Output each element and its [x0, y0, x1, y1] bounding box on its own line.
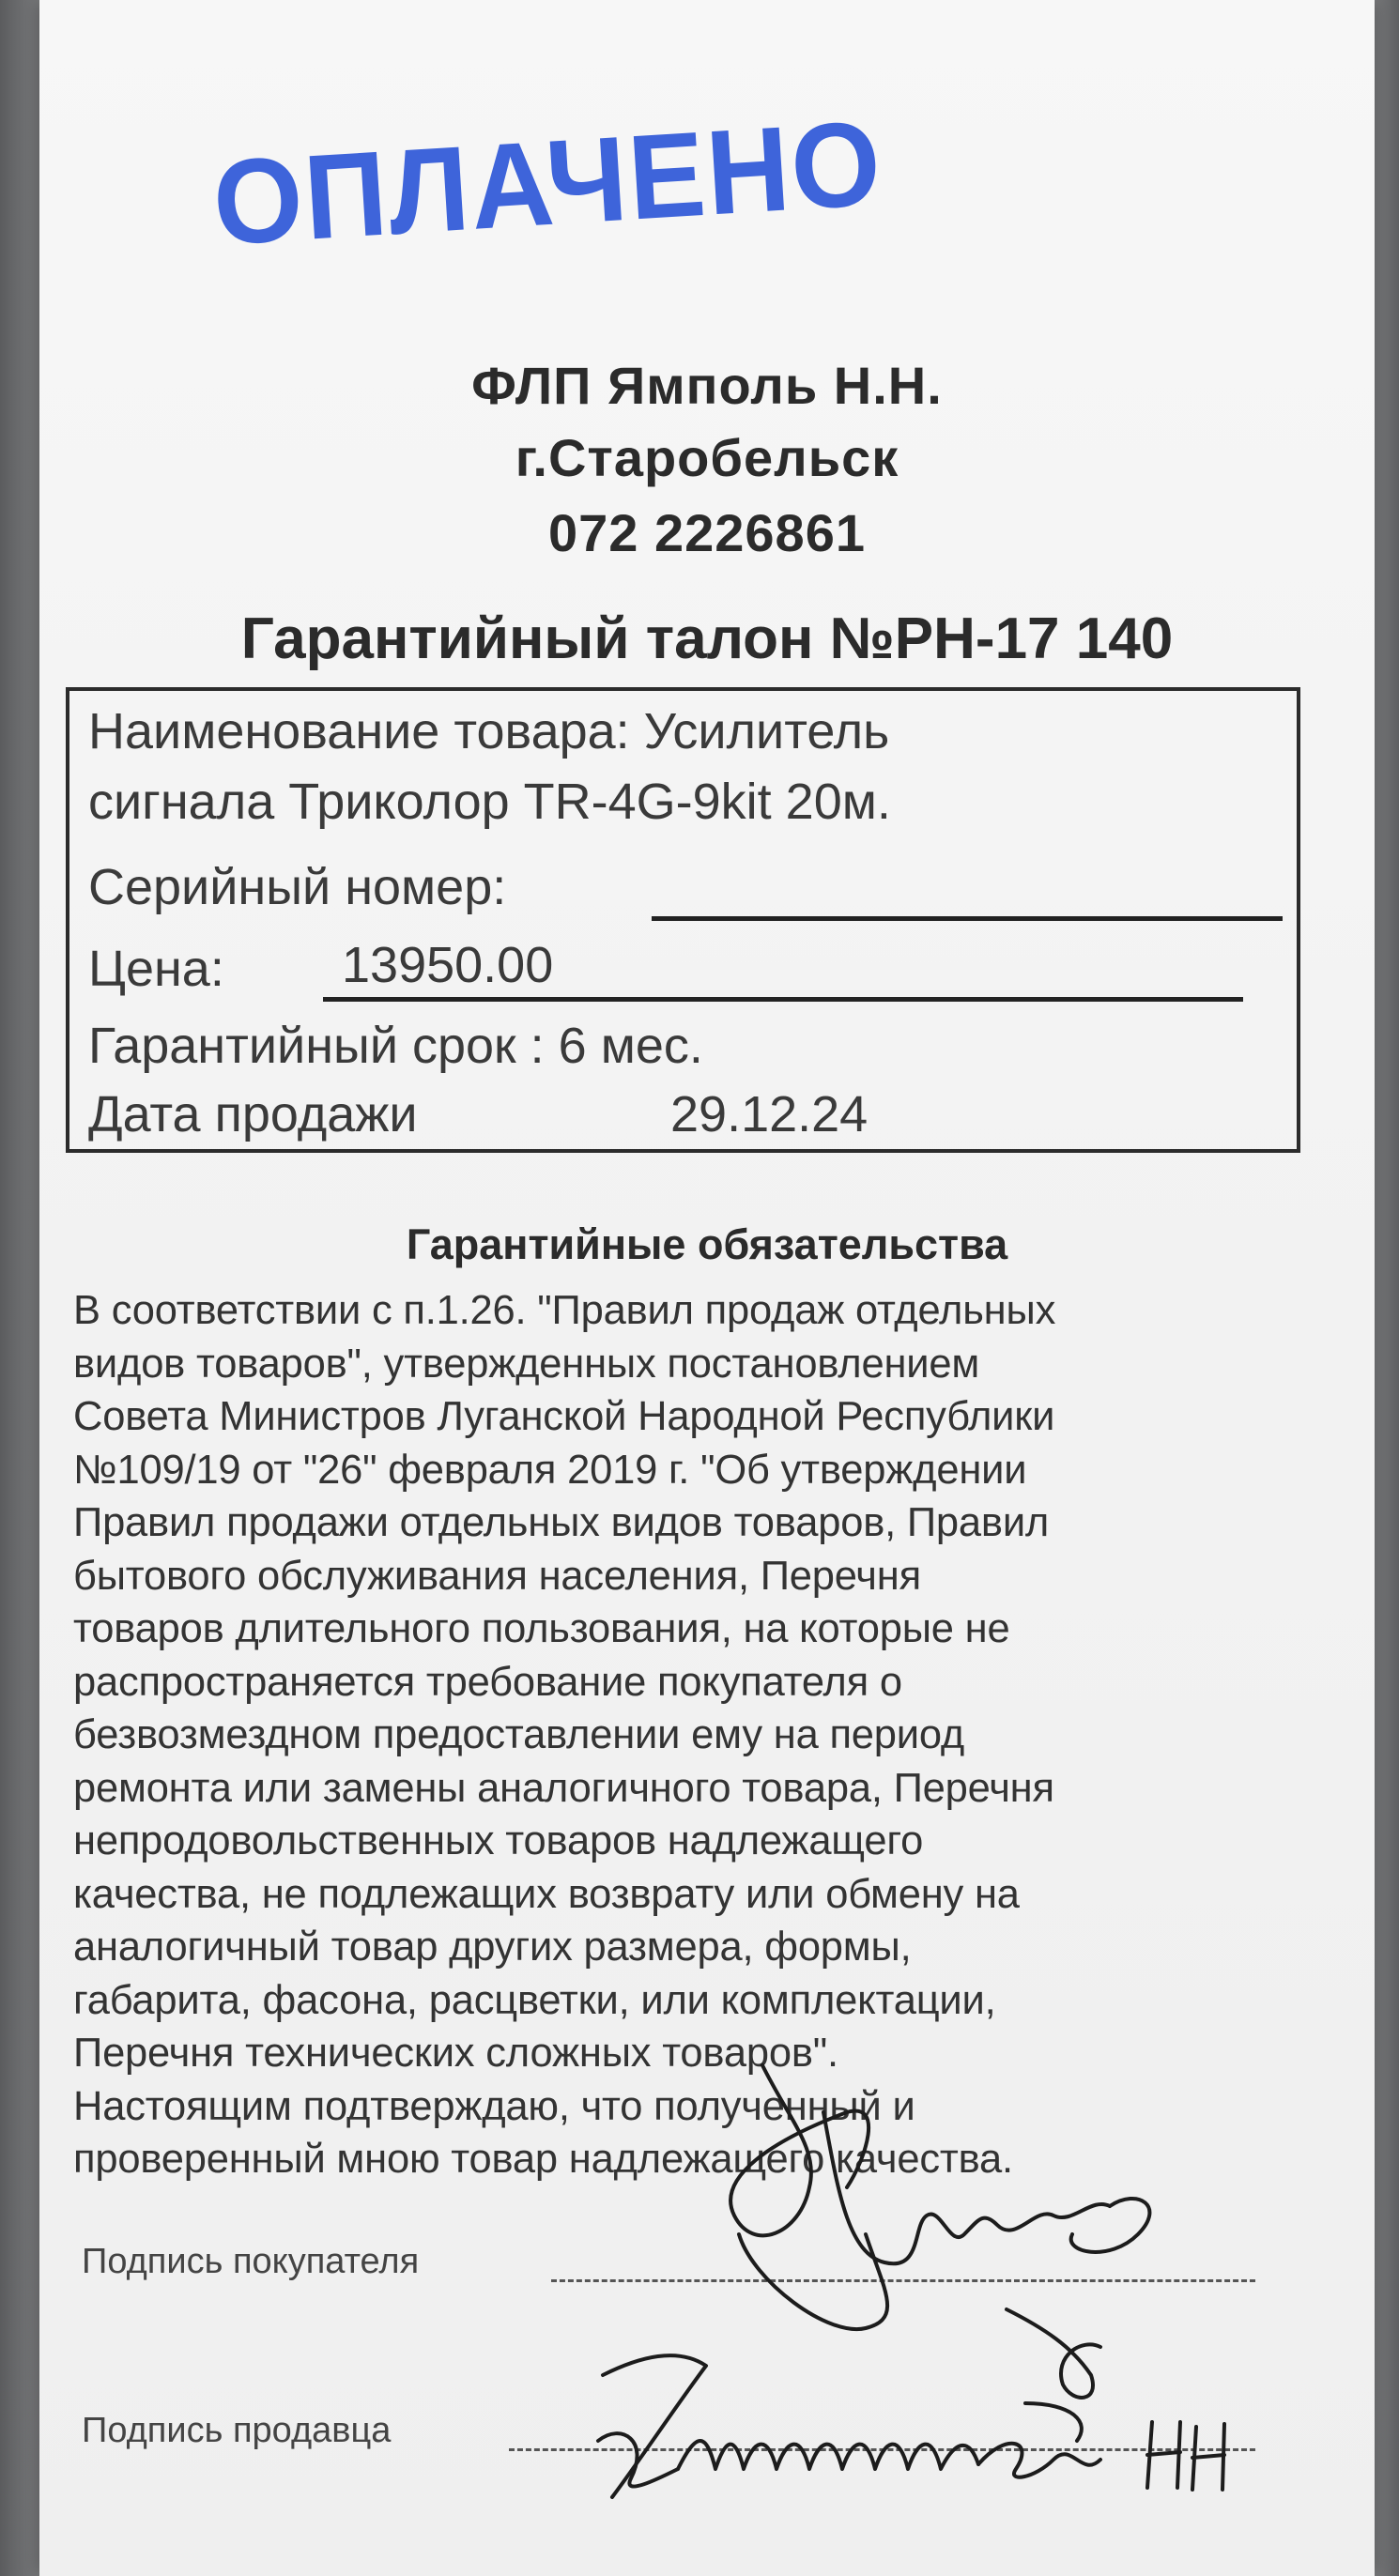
- warranty-receipt: [39, 0, 1375, 2576]
- obligations-line: бытового обслуживания населения, Перечня: [73, 1553, 921, 1599]
- obligations-line: аналогичный товар других размера, формы,: [73, 1924, 912, 1970]
- obligations-line: габарита, фасона, расцветки, или комплектации,: [73, 1977, 996, 2023]
- buyer-signature-stroke: [1071, 2199, 1150, 2252]
- warranty-title: Гарантийный талон №РН-17 140: [240, 606, 1174, 671]
- obligations-line: безвозмездном предоставлении ему на период: [73, 1712, 965, 1757]
- obligations-line: №109/19 от "26" февраля 2019 г. "Об утверждении: [73, 1447, 1027, 1493]
- obligations-heading: Гарантийные обязательства: [406, 1220, 1008, 1268]
- obligations-line: ремонта или замены аналогичного товара, Перечня: [73, 1765, 1054, 1811]
- price-label: Цена:: [88, 941, 224, 997]
- obligations-line: В соответствии с п.1.26. "Правил продаж отдельных: [73, 1288, 1056, 1333]
- seller-signature-stroke: [978, 2444, 1100, 2477]
- serial-label: Серийный номер:: [88, 859, 507, 915]
- seller-signature-stroke: [1025, 2403, 1082, 2441]
- product-name-line1: Наименование товара: Усилитель: [88, 703, 890, 759]
- seller-name: ФЛП Ямполь Н.Н.: [471, 356, 943, 415]
- obligations-line: товаров длительного пользования, на которые не: [73, 1606, 1010, 1651]
- seller-initials-stroke: [1192, 2424, 1224, 2490]
- obligations-line: Совета Министров Луганской Народной Республики: [73, 1394, 1055, 1439]
- obligations-line: непродовольственных товаров надлежащего: [73, 1818, 924, 1863]
- seller-signature-stroke: [598, 2433, 678, 2486]
- seller-signature-stroke: [678, 2441, 978, 2469]
- buyer-signature-stroke: [1007, 2309, 1100, 2398]
- obligations-line: видов товаров", утвержденных постановлением: [73, 1341, 980, 1387]
- seller-signature-stroke: [603, 2355, 706, 2497]
- seller-phone: 072 2226861: [547, 503, 866, 562]
- obligations-line: Настоящим подтверждаю, что полученный и: [73, 2083, 915, 2129]
- handwritten-signatures: [39, 0, 1375, 2576]
- seller-city: г.Старобельск: [515, 428, 899, 487]
- obligations-line: проверенный мною товар надлежащего качества.: [73, 2137, 1013, 2182]
- sale-date-value: 29.12.24: [670, 1086, 869, 1142]
- price-value: 13950.00: [342, 937, 554, 993]
- background-right: [1375, 0, 1399, 2576]
- sale-date-label: Дата продажи: [88, 1086, 418, 1142]
- product-name-line2: сигнала Триколор TR-4G-9kit 20м.: [88, 774, 891, 830]
- seller-signature-label: Подпись продавца: [82, 2411, 392, 2450]
- obligations-line: качества, не подлежащих возврату или обмену на: [73, 1871, 1020, 1917]
- seller-initials-stroke: [1147, 2422, 1180, 2488]
- buyer-signature-label: Подпись покупателя: [82, 2242, 420, 2281]
- obligations-line: Правил продажи отдельных видов товаров, Правил: [73, 1500, 1050, 1545]
- obligations-line: Перечня технических сложных товаров".: [73, 2031, 838, 2076]
- paid-stamp: ОПЛАЧЕНО: [209, 95, 886, 270]
- buyer-signature-stroke: [730, 2065, 869, 2235]
- obligations-line: распространяется требование покупателя о: [73, 1659, 902, 1705]
- background-left: [0, 0, 39, 2576]
- warranty-period: Гарантийный срок : 6 мес.: [88, 1018, 703, 1074]
